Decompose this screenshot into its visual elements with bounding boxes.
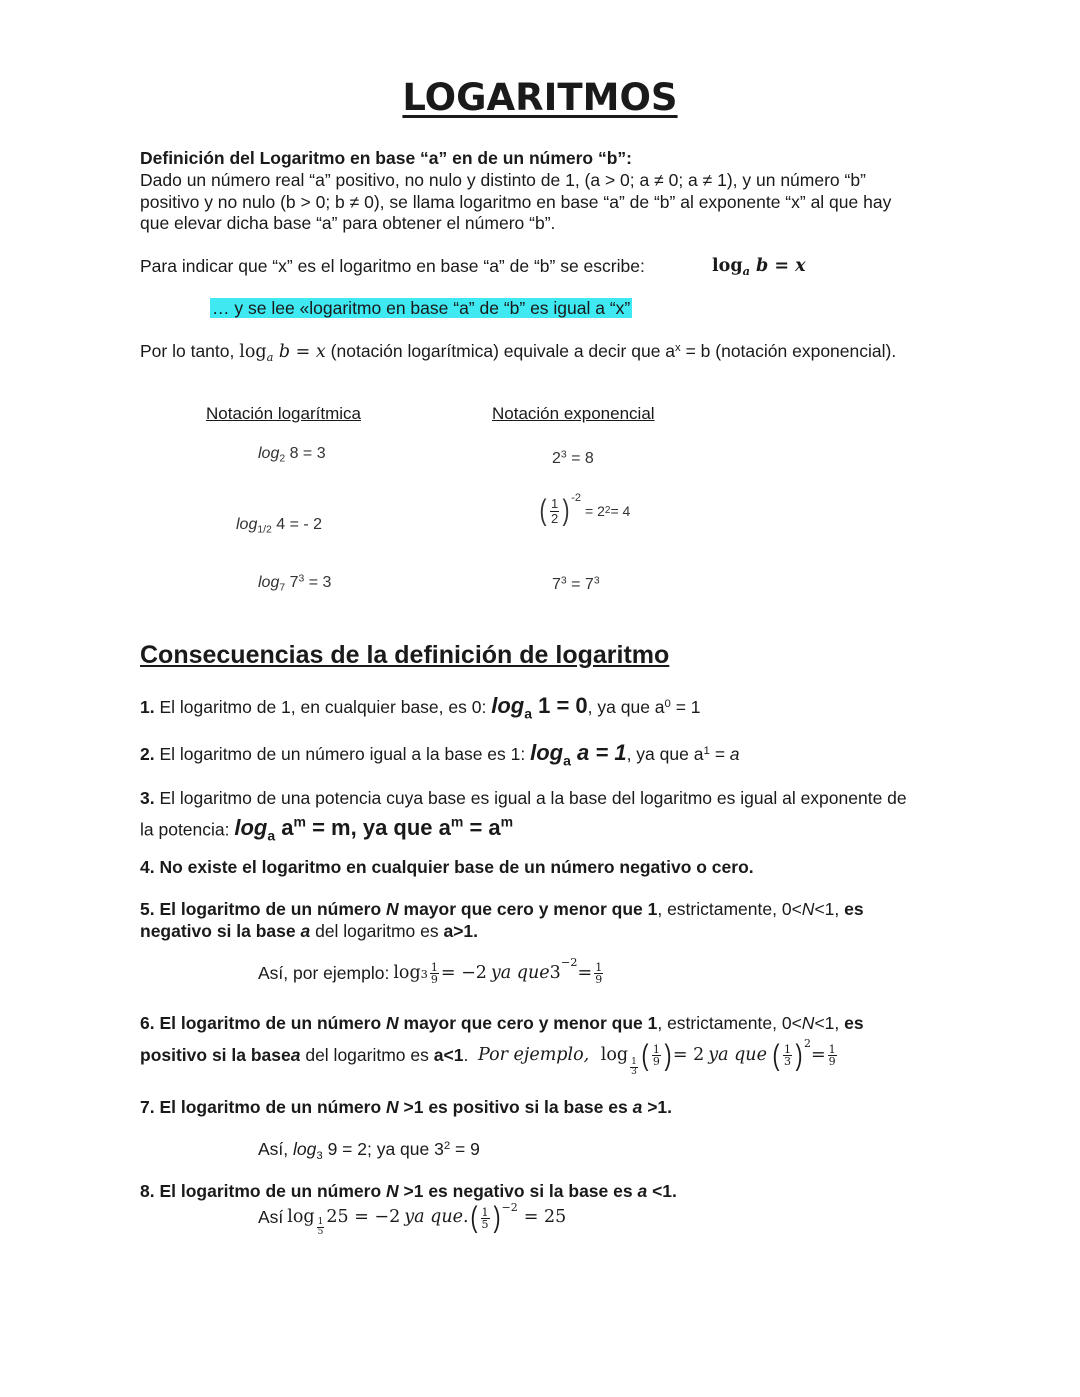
c6-pn: 1 xyxy=(783,1043,791,1056)
c7ex-pre: Así, xyxy=(258,1139,294,1159)
c8ex-bd: 5 xyxy=(317,1227,324,1237)
log-rest: 4 = - 2 xyxy=(271,516,323,533)
c3-log-base: a xyxy=(267,827,276,844)
c7-N: N xyxy=(386,1097,399,1117)
table-row-3-exp xyxy=(552,576,600,594)
c7ex-end: = 9 xyxy=(450,1139,480,1159)
c6-ej: Por ejemplo, xyxy=(478,1044,595,1065)
log-word: log xyxy=(236,516,258,533)
c5ex-pre: Así, por ejemplo: xyxy=(258,962,390,983)
c6-N: N xyxy=(386,1013,399,1033)
exp-sup2: 3 xyxy=(593,575,600,587)
c2-tail: , ya que a xyxy=(626,744,704,764)
consequences-heading: Consecuencias de la definición de logaritmo xyxy=(140,641,670,669)
c5-N: N xyxy=(386,899,399,919)
log-rest-sup: 3 xyxy=(298,573,305,585)
page-title: LOGARITMOS xyxy=(402,76,678,119)
frac-num: 1 xyxy=(551,495,559,511)
indicate-text: Para indicar que “x” es el logaritmo en base “a” de “b” se escribe: xyxy=(140,256,645,276)
table-row-1-log xyxy=(258,445,326,463)
c5ex-eq: = xyxy=(577,962,593,983)
c6-rn: 1 xyxy=(828,1043,836,1056)
c3-line-1 xyxy=(140,788,950,810)
c1-log-rest: 1 = 0 xyxy=(532,693,588,718)
c8ex-pre: Así xyxy=(258,1207,284,1228)
exp-mid: = 2 xyxy=(585,503,605,519)
c6-b1: 6. El logaritmo de un número xyxy=(140,1013,386,1033)
log-word: log xyxy=(258,445,280,462)
frac-den: 2 xyxy=(551,510,559,526)
c5-b4: negativo si la base xyxy=(140,920,301,941)
table-row-3-log xyxy=(258,574,331,592)
consequence-2 xyxy=(140,742,739,772)
c7-a: a xyxy=(632,1097,643,1117)
c6-eq: = xyxy=(810,1044,826,1065)
c3-line1-text: El logaritmo de una potencia cuya base es igual a la base del logaritmo es igual al exponente de xyxy=(154,788,907,808)
formula-base: a xyxy=(742,263,750,278)
c3-sup3: m xyxy=(500,813,514,830)
c5-b5: a>1. xyxy=(443,920,479,941)
c5-b3: es xyxy=(844,899,864,919)
c8-a: a xyxy=(637,1181,648,1201)
col-header-log: Notación logarítmica xyxy=(206,404,361,423)
c6-line-1 xyxy=(140,1013,950,1035)
c3-rest: a xyxy=(275,814,294,840)
definition-line-2: positivo y no nulo (b > 0; b ≠ 0), se llama logaritmo en base “a” de “b” al exponente “x” al que hay xyxy=(140,191,892,212)
c5-a: a xyxy=(300,920,311,941)
c6-bn: 1 xyxy=(631,1056,637,1067)
c5-p1: , estrictamente, 0< xyxy=(657,899,802,919)
exp-rest: = 8 xyxy=(566,450,594,467)
c2-tail-sup: 1 xyxy=(703,744,710,757)
c7-example xyxy=(258,1139,480,1161)
c8ex-ya: ya que. xyxy=(404,1207,469,1228)
c8-b1: 8. El logaritmo de un número xyxy=(140,1181,386,1201)
exp-base: 7 xyxy=(552,576,561,593)
c6-p1: , estrictamente, 0< xyxy=(657,1013,802,1033)
c5ex-fn2: 1 xyxy=(595,961,603,974)
c1-tail-end: = 1 xyxy=(670,697,701,717)
c6-line-2: positivo si la base a del logaritmo es a<1 . Por ejemplo, log $\frac{1}{3}$ ( $\frac{1}{9}$ ) = 2 ya que ( $\frac{1}{3}$ ) $^2$ = $\frac{1}{9}$ xyxy=(140,1041,950,1071)
c3-line2-text: la potencia: xyxy=(140,818,235,839)
c1-tail-sup: 0 xyxy=(664,697,671,710)
c3-sup: m xyxy=(293,813,306,830)
c6-pd: 3 xyxy=(783,1055,791,1068)
therefore-formula: b = x xyxy=(273,342,326,362)
c6-b4: positivo si la base xyxy=(140,1044,291,1065)
log-word: log xyxy=(258,574,280,591)
c6-p3: del logaritmo es xyxy=(300,1044,434,1065)
c2-log-base: a xyxy=(563,752,571,769)
c1-tail: , ya que a xyxy=(587,697,665,717)
c2-text: El logaritmo de un número igual a la base es 1: xyxy=(154,744,531,764)
c5-b1: 5. El logaritmo de un número xyxy=(140,899,386,919)
c6-psup: 2 xyxy=(803,1036,811,1050)
c5-line-1 xyxy=(140,899,950,921)
therefore-pre: Por lo tanto, xyxy=(140,341,240,361)
table-row-2-log xyxy=(236,516,322,534)
page-title-wrap xyxy=(0,76,1080,119)
c5-N2: N xyxy=(801,899,815,919)
consequence-8 xyxy=(140,1181,677,1203)
c6-p2: <1, xyxy=(814,1013,845,1033)
c5-line-2 xyxy=(140,921,950,943)
c6-N2: N xyxy=(801,1013,815,1033)
definition-heading: Definición del Logaritmo en base “a” en de un número “b”: xyxy=(140,148,632,168)
c6-fn: 1 xyxy=(652,1043,660,1056)
c7ex-log: log xyxy=(293,1139,317,1159)
therefore-base: a xyxy=(266,349,274,364)
col-header-exp: Notación exponencial xyxy=(492,404,655,423)
c2-tail-end: = a xyxy=(709,744,740,764)
consequence-5 xyxy=(140,899,950,942)
c5ex-fd: 9 xyxy=(430,973,438,986)
c1-text: El logaritmo de 1, en cualquier base, es 0: xyxy=(154,697,492,717)
table-row-2-exp: ( $\frac{1}{2}$ ) $^{-2}$ = 2 2 = 4 xyxy=(539,492,631,527)
c3-log: log xyxy=(234,814,268,840)
c7ex-sup: 2 xyxy=(443,1139,451,1152)
log-base: 1/2 xyxy=(257,524,272,536)
exp-sup: -2 xyxy=(571,492,582,504)
c5ex-log: log xyxy=(393,962,421,983)
definition-line-3: que elevar dicha base “a” para obtener el número “b”. xyxy=(140,213,556,233)
c6-end: . xyxy=(463,1044,479,1065)
reads-highlight: … y se lee «logaritmo en base “a” de “b” es igual a “x” xyxy=(212,298,631,318)
log-rest: 8 = 3 xyxy=(285,445,326,462)
c6-ya: ya que xyxy=(708,1044,767,1065)
c6-bd: 3 xyxy=(631,1066,637,1077)
log-base: 2 xyxy=(279,453,286,465)
therefore-log: log xyxy=(239,342,267,362)
consequence-1 xyxy=(140,695,701,725)
log-rest-end: = 3 xyxy=(304,574,332,591)
c1-log-base: a xyxy=(524,705,532,722)
c5ex-fd2: 9 xyxy=(595,973,603,986)
c7ex-rest: 9 = 2; ya que 3 xyxy=(322,1139,444,1159)
exp-mid: = 7 xyxy=(566,576,594,593)
c8ex-psup: −2 xyxy=(501,1201,518,1214)
c6-a: a xyxy=(290,1044,301,1065)
formula-rest: b = x xyxy=(749,256,806,276)
c8ex-pd: 5 xyxy=(481,1217,489,1231)
fraction-paren: ( $\frac{1}{2}$ ) xyxy=(539,494,570,527)
reads-line xyxy=(210,298,632,320)
c7-b3: >1. xyxy=(642,1097,673,1117)
c6-b5: a<1 xyxy=(433,1044,464,1065)
exp-sup: 3 xyxy=(560,575,567,587)
formula-log: log xyxy=(712,256,743,276)
therefore-post: (notación logarítmica) equivale a decir que a xyxy=(325,341,676,361)
c8-b3: <1. xyxy=(647,1181,677,1201)
c8ex-pn: 1 xyxy=(481,1205,489,1219)
therefore-sup: x xyxy=(675,341,681,354)
c3-num: 3. xyxy=(140,788,155,808)
log-rest: 7 xyxy=(285,574,299,591)
c5ex-pow: 3 xyxy=(549,962,561,983)
table-row-1-exp xyxy=(552,450,594,468)
log-formula xyxy=(712,256,806,278)
c5-p3: del logaritmo es xyxy=(310,920,444,941)
c5ex-ya: ya que xyxy=(490,962,550,983)
c1-log: log xyxy=(491,693,525,718)
c5-example: Así, por ejemplo: log 3 $\frac{1}{9}$ = −2 ya que 3 −2 = $\frac{1}{9}$ xyxy=(258,955,603,986)
c3-rest2: = m, ya que a xyxy=(305,814,451,840)
c2-log: log xyxy=(530,740,564,765)
consequence-6 xyxy=(140,1013,950,1077)
c8ex-mid: 25 = −2 xyxy=(326,1207,401,1228)
consequence-7 xyxy=(140,1097,672,1119)
c6-b3: es xyxy=(844,1013,864,1033)
c3-sup2: m xyxy=(450,813,464,830)
therefore-end: = b (notación exponencial). xyxy=(680,341,897,361)
c5ex-mid: = −2 xyxy=(440,962,487,983)
c8-example: Así log $\frac{1}{5}$ 25 = −2 ya que. ( $\frac{1}{5}$ ) $^{-2}$ = 25 xyxy=(258,1203,566,1233)
c6-b2: mayor que cero y menor que 1 xyxy=(398,1013,658,1033)
c6-log: log xyxy=(600,1044,629,1065)
exp-sup: 3 xyxy=(560,449,567,461)
c2-num: 2. xyxy=(140,744,155,764)
consequence-4: 4. No existe el logaritmo en cualquier base de un número negativo o cero. xyxy=(140,857,754,877)
c7-b1: 7. El logaritmo de un número xyxy=(140,1097,386,1117)
c8ex-end: = 25 xyxy=(523,1207,567,1228)
c2-log-rest: a = 1 xyxy=(570,740,627,765)
log-base: 7 xyxy=(279,582,286,594)
consequence-3 xyxy=(140,788,950,847)
c5-b2: mayor que cero y menor que 1 xyxy=(398,899,658,919)
c8ex-bn: 1 xyxy=(317,1217,324,1227)
c1-num: 1. xyxy=(140,697,155,717)
c8-b2: >1 es negativo si la base es xyxy=(398,1181,638,1201)
c6-rd: 9 xyxy=(828,1055,836,1068)
exp-rest: = 4 xyxy=(610,503,631,519)
c5ex-fn: 1 xyxy=(430,961,438,974)
definition-line-1: Dado un número real “a” positivo, no nulo y distinto de 1, (a > 0; a ≠ 0; a ≠ 1), y un número “b” xyxy=(140,170,866,190)
c7ex-sub: 3 xyxy=(316,1149,323,1162)
c8-N: N xyxy=(386,1181,399,1201)
c3-line-2 xyxy=(140,812,950,847)
c3-rest3: = a xyxy=(463,814,501,840)
c7-b2: >1 es positivo si la base es xyxy=(398,1097,633,1117)
c6-mid: = 2 xyxy=(672,1044,705,1065)
exp-base: 2 xyxy=(552,450,561,467)
therefore-line xyxy=(140,341,896,364)
c8ex-log: log xyxy=(287,1207,315,1228)
definition-body xyxy=(140,170,950,235)
c5-p2: <1, xyxy=(814,899,845,919)
c6-fd: 9 xyxy=(652,1055,660,1068)
